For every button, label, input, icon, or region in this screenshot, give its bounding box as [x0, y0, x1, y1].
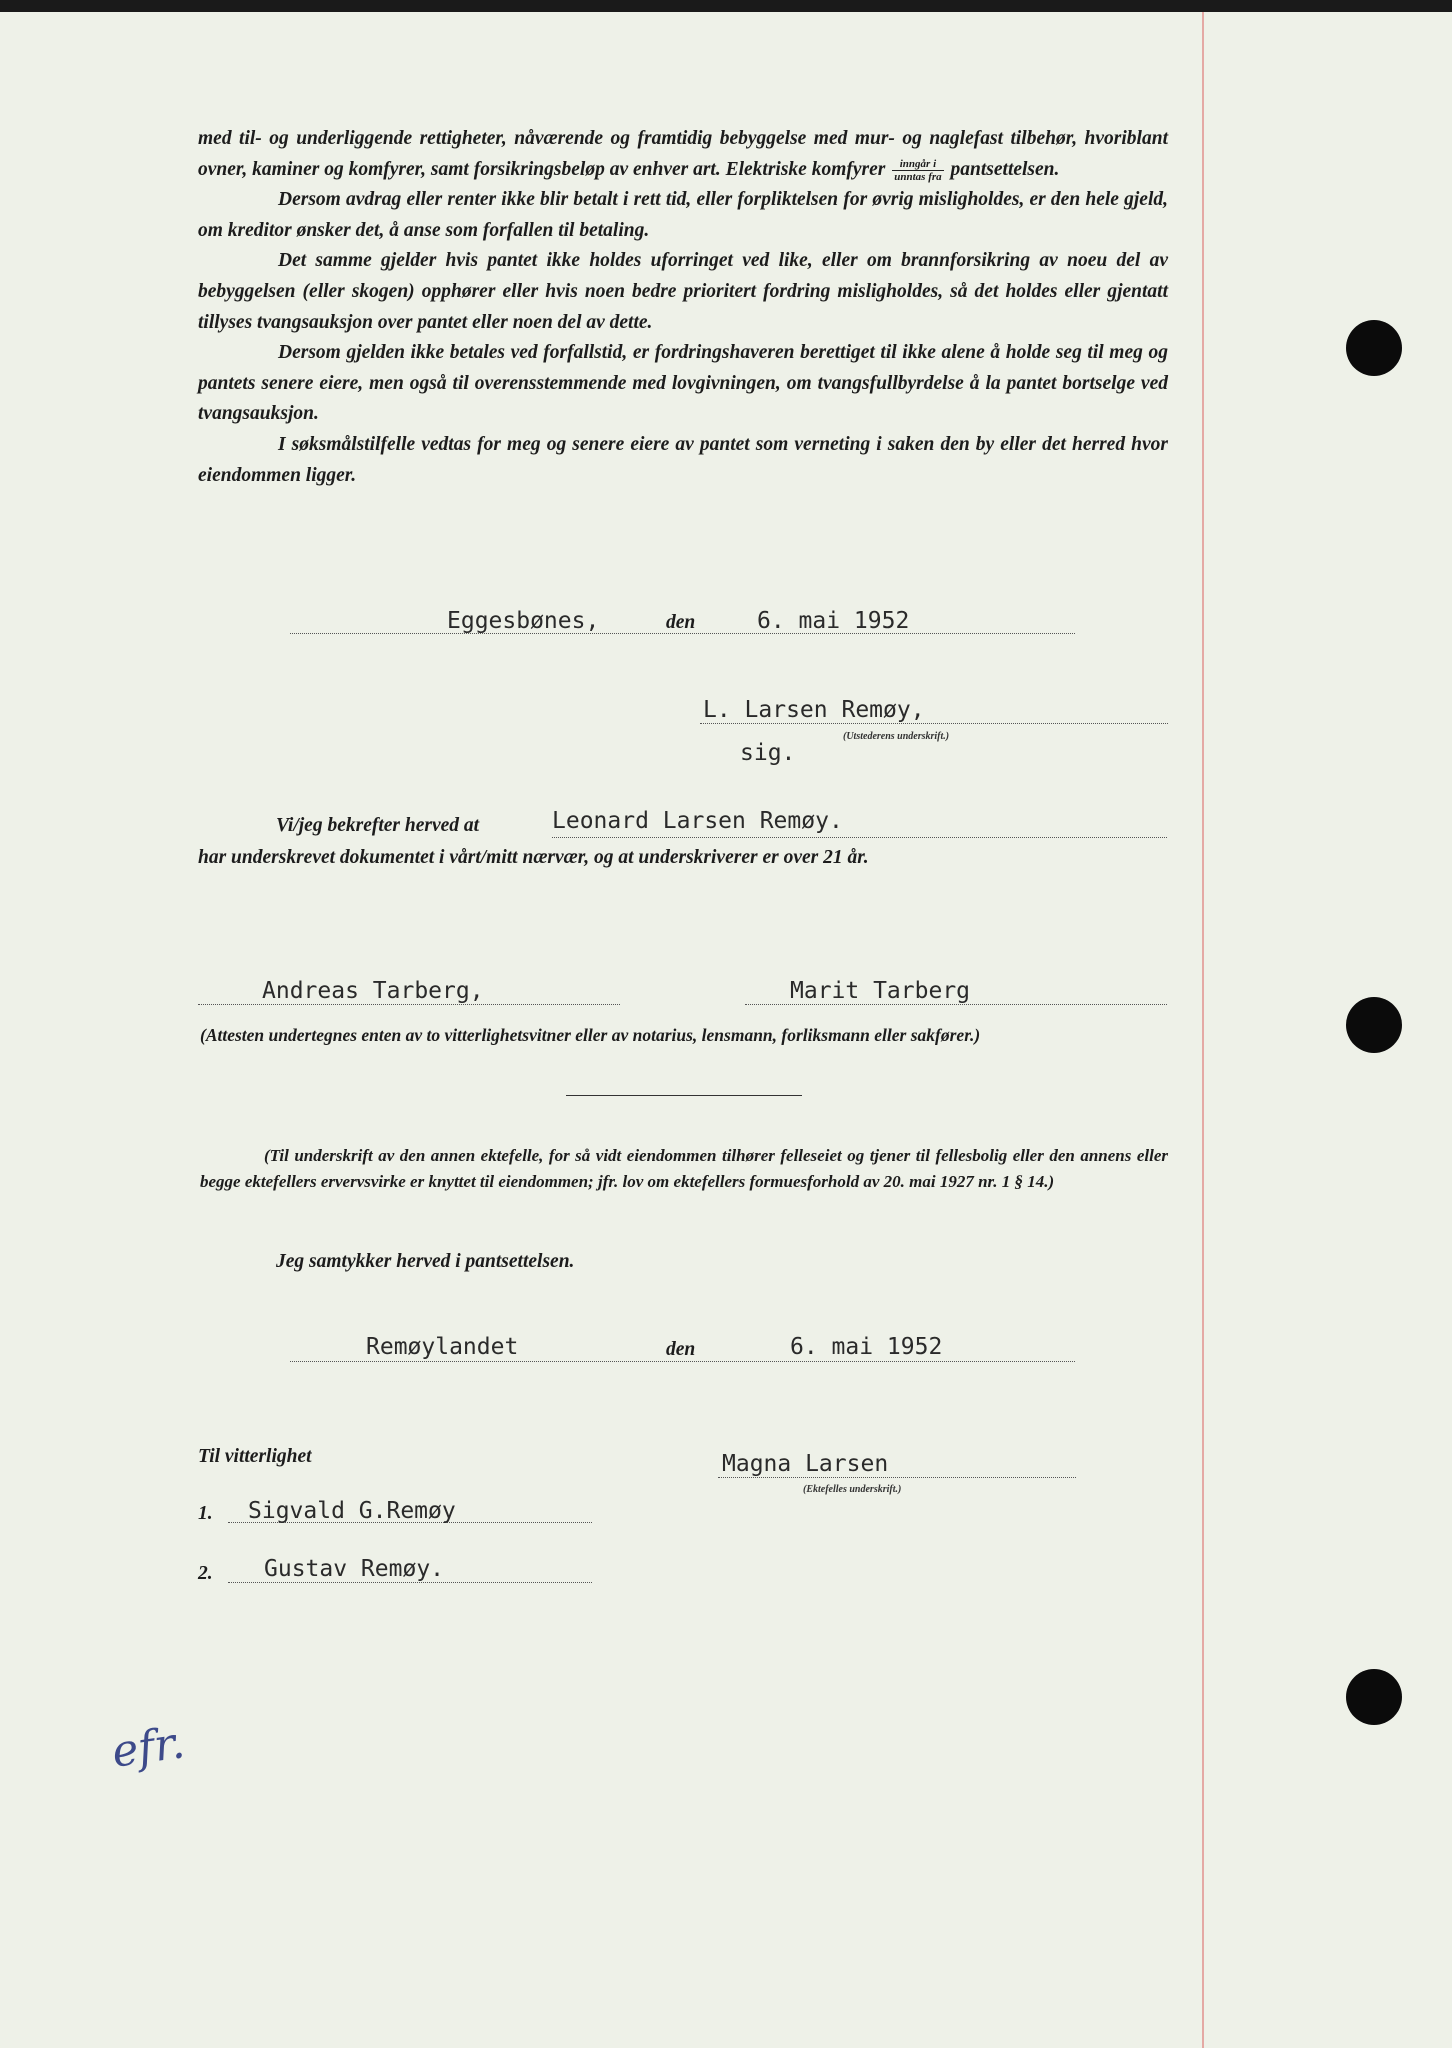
vitterlighet-num-1: 1. — [198, 1503, 213, 1524]
attest-note: (Attesten undertegnes enten av to vitterlighetsvitner eller av notarius, lensmann, forliksmann eller sakfører.) — [200, 1025, 981, 1045]
fraction-bottom: unntas fra — [894, 170, 942, 183]
spouse-caption: (Ektefelles underskrift.) — [803, 1484, 902, 1495]
punch-hole-middle — [1346, 997, 1402, 1053]
margin-line — [1202, 12, 1204, 2048]
spouse-signature-line — [718, 1477, 1076, 1478]
paragraph-2: Dersom avdrag eller renter ikke blir betalt i rett tid, eller forpliktelsen for øvrig misligholdes, er den hele gjeld, om kreditor ønsker det, å anse som forfallen til betaling. — [198, 189, 1168, 241]
date-1: 6. mai 1952 — [757, 608, 910, 634]
punch-hole-bottom — [1346, 1669, 1402, 1725]
witness-left-name: Andreas Tarberg, — [262, 978, 484, 1004]
issuer-name: L. Larsen Remøy, — [703, 697, 925, 723]
witness-right-name: Marit Tarberg — [790, 978, 971, 1004]
paragraph-4: Dersom gjelden ikke betales ved forfallstid, er fordringshaveren berettiget til ikke alene å holde seg til meg og pantets senere eiere, men også til overensstemmende med lovgivningen, om tvangsfullbyrdelse å la pantet bortselge ved tvangsauksjon. — [198, 342, 1168, 425]
attestation-name-line — [552, 837, 1167, 838]
spouse-name: Magna Larsen — [722, 1451, 889, 1477]
section-divider — [566, 1095, 802, 1096]
vitterlighet-num-2: 2. — [198, 1563, 213, 1584]
den-label-1: den — [666, 612, 696, 633]
paragraph-5: I søksmålstilfelle vedtas for meg og senere eiere av pantet som verneting i saken den by eller det herred hvor eiendommen ligger. — [198, 433, 1168, 486]
punch-hole-top — [1346, 320, 1402, 376]
attestation-line-2: har underskrevet dokumentet i vårt/mitt nærvær, og at underskriverer er over 21 år. — [198, 847, 869, 868]
fraction-top: inngår i — [892, 158, 943, 171]
scan-top-edge — [0, 0, 1452, 12]
spouse-note: (Til underskrift av den annen ektefelle, for så vidt eiendommen tilhører felleseiet og tjener til fellesbolig eller den annens eller begge ektefellers ervervsvirke er knyttet til eiendommen; jfr. lov om ektefellers formuesforhold av 20. mai 1927 nr. 1 § 14.) — [200, 1146, 1168, 1191]
vitterlighet-name-1: Sigvald G.Remøy — [248, 1498, 456, 1524]
vitterlighet-line-2 — [228, 1582, 592, 1583]
fraction-inngar-unntas — [892, 158, 943, 183]
mortgage-terms-text — [198, 124, 1168, 491]
paragraph-3: Det samme gjelder hvis pantet ikke holdes uforringet ved like, eller om brannforsikring av noeu del av bebyggelsen (eller skogen) opphører eller hvis noen bedre prioritert fordring misligholdes, så det holdes eller gjentatt tillyses tvangsauksjon over pantet eller noen del av dette. — [198, 250, 1168, 333]
attested-name: Leonard Larsen Remøy. — [552, 808, 843, 834]
paragraph-1 — [198, 124, 1168, 185]
issuer-caption: (Utstederens underskrift.) — [843, 731, 950, 742]
paragraph-1-text-end: pantsettelsen. — [945, 158, 1060, 180]
den-label-2: den — [666, 1339, 696, 1360]
vitterlighet-name-2: Gustav Remøy. — [264, 1556, 445, 1582]
issuer-signature-line — [700, 723, 1168, 724]
witness-left-line — [198, 1004, 620, 1005]
til-vitterlighet-label: Til vitterlighet — [198, 1446, 312, 1467]
place-1: Eggesbønes, — [447, 608, 600, 634]
handwritten-initials: efr. — [108, 1717, 188, 1778]
consent-text: Jeg samtykker herved i pantsettelsen. — [276, 1251, 575, 1272]
place-2: Remøylandet — [366, 1334, 519, 1360]
place-date-line-2 — [290, 1361, 1075, 1362]
paragraph-1-text: med til- og underliggende rettigheter, nåværende og framtidig bebyggelse med mur- og naglefast tilbehør, hvoriblant ovner, kaminer og komfyrer, samt forsikringsbeløp av enhver art. Elektriske komfyrer — [198, 128, 1168, 180]
issuer-sig: sig. — [740, 740, 796, 766]
attestation-lead: Vi/jeg bekrefter herved at — [276, 815, 480, 836]
witness-right-line — [745, 1004, 1167, 1005]
date-2: 6. mai 1952 — [790, 1334, 943, 1360]
